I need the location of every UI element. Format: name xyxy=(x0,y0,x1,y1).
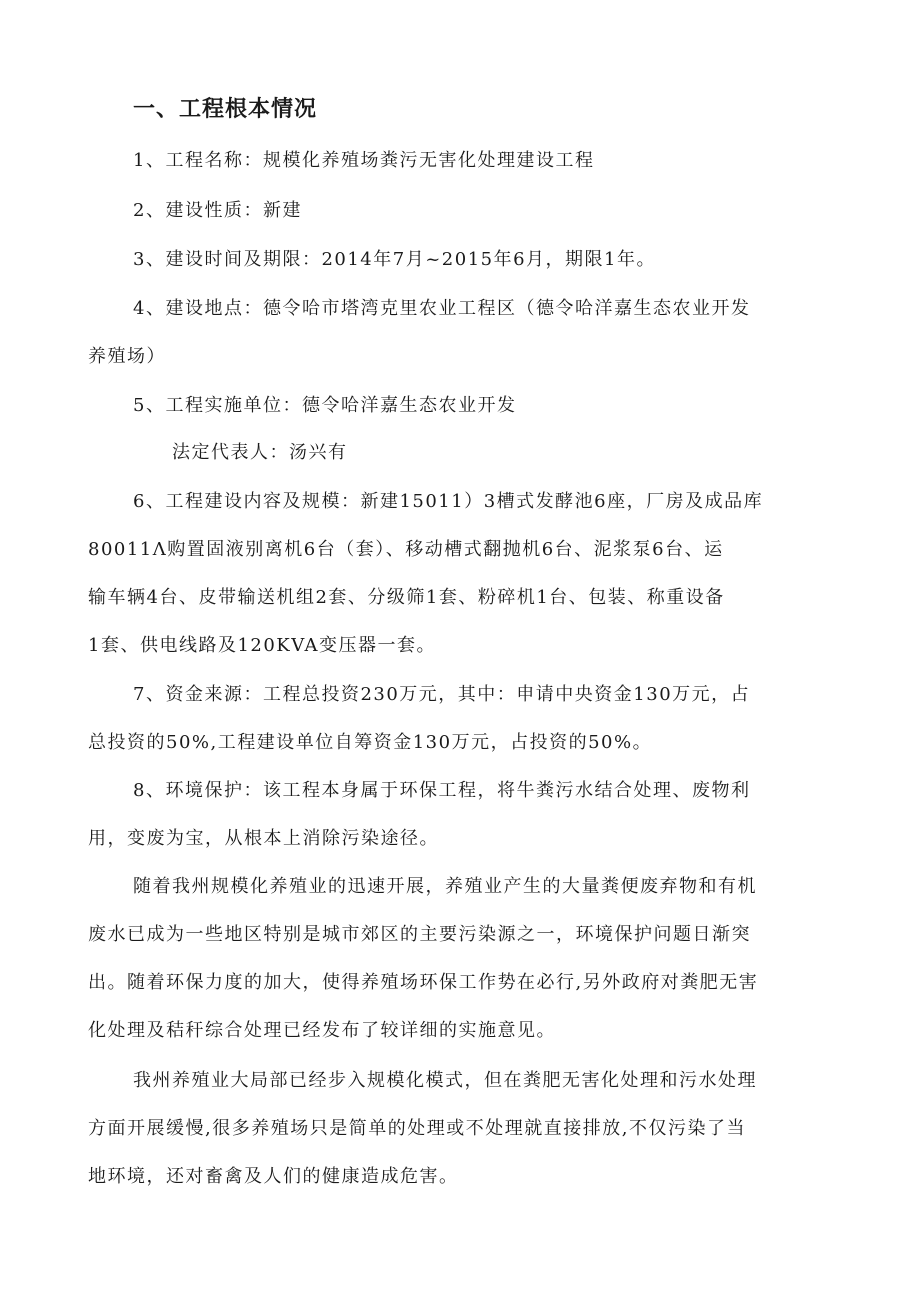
paragraph-2-line-1: 我州养殖业大局部已经步入规模化模式，但在粪肥无害化处理和污水处理 xyxy=(133,1070,757,1091)
item-funding-line-1: 7、资金来源：工程总投资230万元，其中：申请中央资金130万元，占 xyxy=(133,684,751,705)
item-construction-period: 3、建设时间及期限：2014年7月~2015年6月，期限1年。 xyxy=(133,249,657,270)
paragraph-1-line-3: 出。随着环保力度的加大，使得养殖场环保工作势在必行,另外政府对粪肥无害 xyxy=(88,972,759,993)
item-content-line-1: 6、工程建设内容及规模：新建15011）3槽式发酵池6座，厂房及成品库 xyxy=(133,491,764,512)
item-environment-line-1: 8、环境保护：该工程本身属于环保工程，将牛粪污水结合处理、废物利 xyxy=(133,780,751,801)
item-content-line-3: 输车辆4台、皮带输送机组2套、分级筛1套、粉碎机1台、包装、称重设备 xyxy=(88,587,725,608)
section-heading: 一、工程根本情况 xyxy=(133,97,318,122)
item-location-line-1: 4、建设地点：德令哈市塔湾克里农业工程区（德令哈洋嘉生态农业开发 xyxy=(133,298,751,319)
item-funding-line-2: 总投资的50%,工程建设单位自筹资金130万元，占投资的50%。 xyxy=(88,732,653,753)
paragraph-1-line-2: 废水已成为一些地区特别是城市郊区的主要污染源之一，环境保护问题日渐突 xyxy=(88,924,751,945)
paragraph-1-line-1: 随着我州规模化养殖业的迅速开展，养殖业产生的大量粪便废弃物和有机 xyxy=(133,876,757,897)
item-construction-nature: 2、建设性质：新建 xyxy=(133,200,302,221)
item-content-line-2: 80011Λ购置固液别离机6台（套）、移动槽式翻抛机6台、泥浆泵6台、运 xyxy=(88,539,724,560)
item-location-line-2: 养殖场） xyxy=(88,346,166,367)
item-legal-representative: 法定代表人：汤兴有 xyxy=(172,442,348,463)
item-implementing-unit: 5、工程实施单位：德令哈洋嘉生态农业开发 xyxy=(133,395,517,416)
paragraph-2-line-3: 地环境，还对畜禽及人们的健康造成危害。 xyxy=(88,1166,459,1187)
paragraph-1-line-4: 化处理及秸秆综合处理已经发布了较详细的实施意见。 xyxy=(88,1020,556,1041)
item-environment-line-2: 用，变废为宝，从根本上消除污染途径。 xyxy=(88,828,439,849)
item-project-name: 1、工程名称：规模化养殖场粪污无害化处理建设工程 xyxy=(133,150,595,171)
paragraph-2-line-2: 方面开展缓慢,很多养殖场只是简单的处理或不处理就直接排放,不仅污染了当 xyxy=(88,1118,746,1139)
item-content-line-4: 1套、供电线路及120KVA变压器一套。 xyxy=(88,635,437,656)
